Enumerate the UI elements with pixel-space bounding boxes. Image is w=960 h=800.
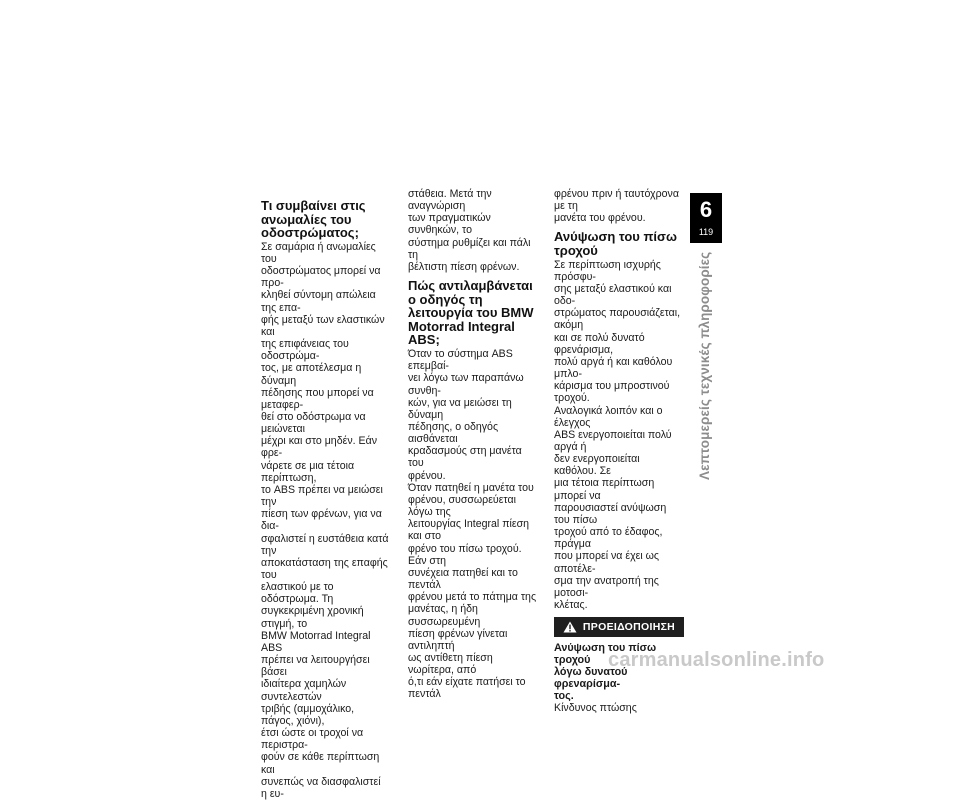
heading-abs-perception: Πώς αντιλαμβάνεται ο οδηγός τη λειτουργία του BMW Motorrad Integral ABS; [408, 278, 534, 348]
text-line: κών, για να μειώσει τη δύναμη [408, 396, 512, 421]
text-line: Σε σαμάρια ή ανωμαλίες του [261, 240, 376, 265]
text-line: λειτουργίας Integral πίεση και στο [408, 518, 530, 543]
chapter-number: 6 [699, 197, 713, 222]
text-line: τος, με αποτέλεσμα η δύναμη [261, 362, 362, 387]
text-line: λόγω δυνατού φρεναρίσμα- [554, 666, 628, 691]
text-line: κλέτας. [554, 599, 588, 612]
text-line: το ABS πρέπει να μειώσει την [261, 483, 383, 509]
text-line: τριβής (αμμοχάλικο, πάγος, χιόνι), [261, 702, 355, 727]
text-line: φρένου μετά το πάτημα της [408, 591, 537, 604]
column-2 [408, 188, 538, 701]
text-line: μέχρι και στο μηδέν. Εάν φρε- [261, 435, 377, 460]
heading-road-irregularities: Τι συμβαίνει στις ανωμαλίες του οδοστρώματος; [261, 198, 366, 241]
text-line: συγκεκριμένη χρονική στιγμή, το [261, 605, 364, 630]
text-line: δεν ενεργοποιείται καθόλου. Σε [554, 453, 640, 478]
text-line: βέλτιστη πίεση φρένων. [408, 260, 520, 273]
text-line: μια τέτοια περίπτωση μπορεί να [554, 477, 655, 502]
footer-watermark: carmanualsonline.info [608, 649, 825, 671]
text-line: που μπορεί να έχει ως αποτέλε- [554, 550, 660, 575]
text-line: οδοστρώματος μπορεί να προ- [261, 265, 381, 290]
column-1 [261, 199, 389, 800]
text-line: συνέχεια πατηθεί και το πεντάλ [408, 566, 518, 592]
text-line: και σε πολύ δυνατό φρενάρισμα, [554, 331, 645, 356]
text-line: σης μεταξύ ελαστικού και οδο- [554, 282, 672, 308]
text-line: μανέτας, η ήδη συσσωρευμένη [408, 603, 481, 628]
text-line: έτσι ώστε οι τροχοί να περιστρα- [261, 727, 364, 752]
paragraph-continued [408, 188, 538, 273]
paragraph-abs-vibration [408, 348, 538, 482]
warning-text: Κίνδυνος πτώσης [554, 702, 637, 715]
paragraph-road-irregularities [261, 241, 389, 800]
text-line: σύστημα ρυθμίζει και πάλι τη [408, 236, 531, 261]
text-line: Όταν πατηθεί η μανέτα του [408, 481, 534, 494]
heading-rear-wheel-lift: Ανύψωση του πίσω τροχού [554, 229, 677, 259]
text-line: Όταν το σύστημα ABS επεμβαί- [408, 348, 513, 373]
paragraph-integral-pressure [408, 482, 538, 701]
text-line: θεί στο οδόστρωμα να μειώνεται [261, 410, 366, 436]
page-number: 119 [698, 227, 714, 237]
text-line: ABS ενεργοποιείται πολύ αργά ή [554, 428, 672, 453]
text-line: συνεπώς να διασφαλιστεί η ευ- [261, 775, 381, 800]
text-line: Αναλογικά λοιπόν και ο έλεγχος [554, 404, 663, 429]
text-line: ελαστικού με το οδόστρωμα. Τη [261, 581, 334, 606]
section-side-title: Λεπτομερείς τεχνικές πληροφορίες [697, 251, 712, 480]
text-line: φρένου πριν ή ταυτόχρονα με τη [554, 188, 679, 213]
text-line: της επιφάνειας του οδοστρώμα- [261, 338, 349, 363]
text-line: φρένο του πίσω τροχού. Εάν στη [408, 542, 522, 567]
text-line: Σε περίπτωση ισχυρής πρόσφυ- [554, 258, 661, 283]
text-line: φής μεταξύ των ελαστικών και [261, 313, 385, 338]
text-line: πολύ αργά ή και καθόλου μπλο- [554, 355, 673, 381]
warning-label: ΠΡΟΕΙΔΟΠΟΙΗΣΗ [582, 621, 676, 634]
text-line: στρώματος παρουσιάζεται, ακόμη [554, 307, 681, 332]
text-line: ως αντίθετη πίεση νωρίτερα, από [408, 651, 493, 677]
paragraph-rear-wheel-lift [554, 259, 684, 612]
warning-banner [554, 617, 684, 637]
text-line: πέδησης που μπορεί να μεταφερ- [261, 386, 374, 411]
text-line: τος. [554, 690, 574, 703]
text-line: νει λόγω των παραπάνω συνθη- [408, 372, 524, 397]
text-line: πίεση των φρένων, για να δια- [261, 508, 382, 533]
text-line: κάρισμα του μπροστινού τροχού. [554, 380, 670, 405]
text-line: αποκατάσταση της επαφής του [261, 556, 388, 581]
warning-triangle-icon [563, 621, 577, 633]
text-line: κληθεί σύντομη απώλεια της επα- [261, 289, 376, 314]
paragraph-continued [554, 188, 684, 224]
text-line: παρουσιαστεί ανύψωση του πίσω [554, 501, 667, 526]
text-line: μανέτα του φρένου. [554, 212, 646, 225]
text-line: ό,τι εάν είχατε πατήσει το πεντάλ [408, 676, 526, 701]
text-line: στάθεια. Μετά την αναγνώριση [408, 188, 492, 213]
text-line: σφαλιστεί η ευστάθεια κατά την [261, 532, 389, 557]
text-line: κραδασμούς στη μανέτα του [408, 445, 522, 470]
text-line: σμα την ανατροπή της μοτοσι- [554, 574, 659, 599]
column-3 [554, 188, 684, 714]
text-line: BMW Motorrad Integral ABS [261, 629, 371, 654]
text-line: πέδησης, ο οδηγός αισθάνεται [408, 421, 499, 446]
text-line: τροχού από το έδαφος, πράγμα [554, 526, 663, 551]
text-line: φρένου. [408, 469, 446, 482]
text-line: Ανύψωση του πίσω τροχού [554, 642, 657, 667]
text-line: των πραγματικών συνθηκών, το [408, 212, 491, 237]
text-line: νάρετε σε μια τέτοια περίπτωση, [261, 459, 355, 484]
text-line: φρένου, συσσωρεύεται λόγω της [408, 493, 516, 519]
text-line: πρέπει να λειτουργήσει βάσει [261, 654, 370, 679]
text-line: ιδιαίτερα χαμηλών συντελεστών [261, 678, 347, 703]
text-line: φούν σε κάθε περίπτωση και [261, 751, 380, 776]
text-line: πίεση φρένων γίνεται αντιληπτή [408, 627, 508, 652]
